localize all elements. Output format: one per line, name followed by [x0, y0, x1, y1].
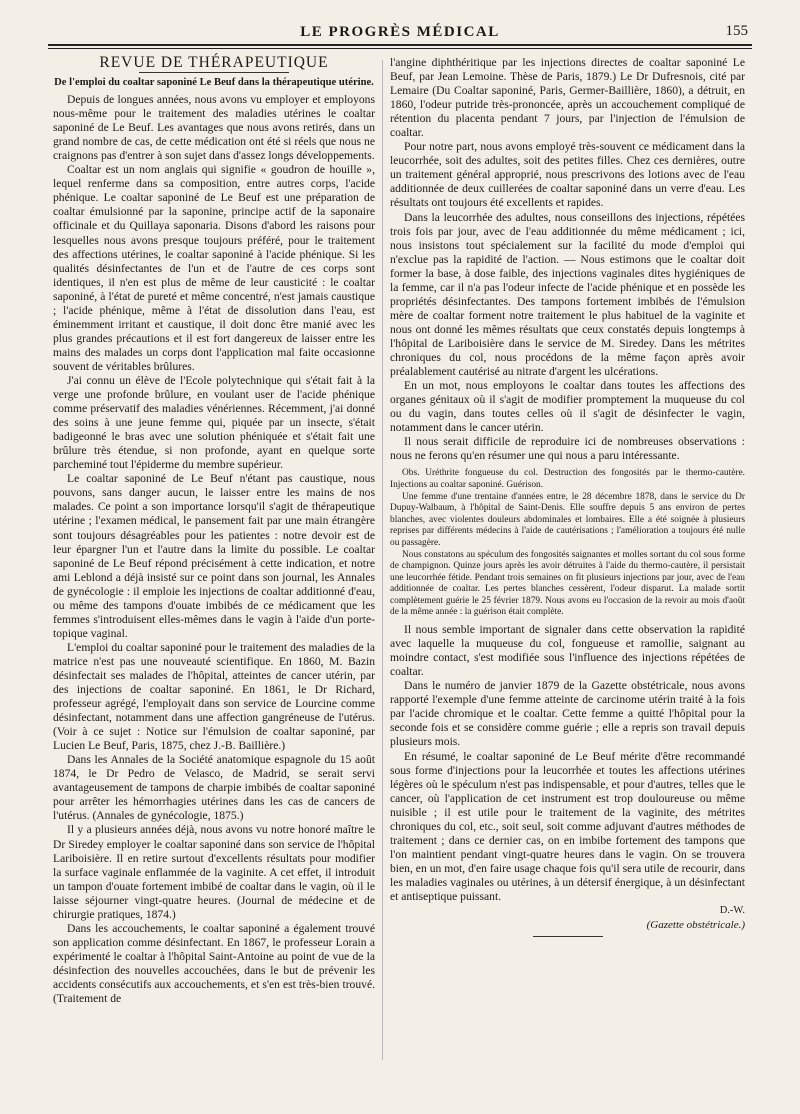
- source-citation: (Gazette obstétricale.): [646, 919, 745, 932]
- paragraph: Depuis de longues années, nous avons vu employer et employons nous-même pour le traitement des maladies utérines le coaltar saponiné de Le Beuf. Les avantages que nous avons retirés, dans un grand nombre de cas, de cette médication ont été si réels que nous ne craignons pas d'entrer à son sujet dans d'assez longs développements.: [53, 93, 375, 163]
- header-rule: [48, 44, 752, 46]
- observation-heading: Obs. Uréthrite fongueuse du col. Destruction des fongosités par le thermo-cautère. Injections au coaltar saponiné. Guérison.: [390, 468, 745, 490]
- page-header: [52, 22, 748, 44]
- observation-text: Une femme d'une trentaine d'années entre, le 28 décembre 1878, dans le service du Dr Dupuy-Walbaum, à l'hôpital de Saint-Denis. Elle souffre depuis 5 ans environ de pertes blanches, avec violentes douleurs abdominales et lombaires. Elle a été soignée à plusieurs reprises par différents médecins à l'aide de cautérisations ; l'amélioration a toujours été nulle ou passagère.: [390, 491, 745, 548]
- page-number: 155: [725, 23, 748, 39]
- paragraph: En résumé, le coaltar saponiné de Le Beuf mérite d'être recommandé sous forme d'injections pour la leucorrhée et toutes les affections utérines légères où le spéculum n'est pas indispensable, et pour d'autres, telles que le cancer, où l'application de cet instrument est trop douloureuse ou même nuisible ; il est utile pour le traitement de la vaginite, des métrites chroniques du col, etc., soit seul, soit comme adjuvant d'autres méthodes de traitement ; dans ce dernier cas, on en imbibe fortement des tampons que l'on maintient pendant vingt-quatre heures dans le vagin. On se trouvera bien, en un mot, d'en faire usage chaque fois qu'il sera utile de recourir, dans les maladies vaginales ou utérines, à un détersif énergique, à un désinfectant et antiseptique puissant.: [390, 749, 745, 903]
- paragraph: Il y a plusieurs années déjà, nous avons vu notre honoré maître le Dr Siredey employer le coaltar saponiné dans son service de l'hôpital Lariboisière. Il en retire surtout d'excellents résultats pour modifier la surface vaginale enflammée de la vaginite. A cet effet, il introduit un tampon d'ouate fortement imbibé de coaltar dans le vagin, où il le laisse séjourner vingt-quatre heures. (Journal de médecine et de chirurgie pratiques, 1874.): [53, 823, 375, 921]
- left-column: [53, 56, 375, 1006]
- paragraph: Dans la leucorrhée des adultes, nous conseillons des injections, répétées trois fois par jour, avec de l'eau additionnée du même médicament ; ici, nous insistons tout spécialement sur la facilité du mode d'emploi qui n'exclue pas la rapidité de l'action. — Nous estimons que le coaltar doit former la base, à dose faible, des injections vaginales dites hygiéniques de la femme, car il n'a pas l'odeur infecte de l'acide phénique et en possède les propriétés désinfectantes. Des tampons fortement imbibés de l'émulsion mère de coaltar forment notre traitement le plus habituel de la vaginite et nous ont donné les mêmes résultats que ceux constatés depuis longtemps à l'hôpital de Lariboisière dans le service de M. Siredey. Dans les métrites chroniques du col, nous procédons de la même façon après avoir préalablement cautérisé au nitrate d'argent les ulcérations.: [390, 210, 745, 379]
- header-rule-thin: [48, 48, 752, 49]
- observation-block: [390, 468, 745, 619]
- title-rule: [139, 72, 289, 73]
- article-subtitle: De l'emploi du coaltar saponiné Le Beuf dans la thérapeutique utérine.: [54, 77, 374, 89]
- author-signature: D.-W.: [719, 905, 745, 917]
- paragraph: Dans les Annales de la Société anatomique espagnole du 15 août 1874, le Dr Pedro de Velasco, de Madrid, se serait servi avantageusement de tampons de charpie imbibés de coaltar saponiné pour arrêter les hémorrhagies utérines dans les cas de cancers de l'utérus. (Annales de gynécologie, 1875.): [53, 753, 375, 823]
- observation-text: Nous constatons au spéculum des fongosités saignantes et molles sortant du col sous forme de champignon. Quinze jours après les avoir détruites à l'aide du thermo-cautère, il persistait une leucorrhée fétide. Pendant trois semaines on fit plusieurs injections par jour, avec de l'eau additionnée de coaltar. Les pertes blanches cessèrent, l'odeur disparut. La malade sortit complètement guérie le 25 février 1879. Nous avons eu l'occasion de la revoir au mois d'août de la même année : la guérison était complète.: [390, 549, 745, 618]
- paragraph: Le coaltar saponiné de Le Beuf n'étant pas caustique, nous pouvons, sans danger aucun, le laisser entre les mains de nos malades. Ce point a son importance lorsqu'il s'agit de thérapeutique utérine ; l'examen médical, le pansement fait par une main étrangère sont toujours désagréables pour les patientes : notre devoir est de leur épargner l'un et l'autre dans la limite du possible. Le coaltar saponiné de Le Beuf répond précisément à cette indication, et notre ami Leblond a déjà insisté sur ce point dans son journal, les Annales de gynécologie : il emploie les injections de coaltar additionné d'eau, ou même des tampons d'ouate imbibés de ce médicament que les femmes s'introduisent elles-mêmes dans le vagin à l'aide d'un porte-topique vaginal.: [53, 472, 375, 640]
- end-rule: [533, 936, 603, 937]
- paragraph: En un mot, nous employons le coaltar dans toutes les affections des organes génitaux où il s'agit de modifier promptement la muqueuse du col ou du vagin, dans toutes celles où il s'agit de désinfecter le vagin, notamment dans le cancer utérin.: [390, 379, 745, 435]
- paragraph: Coaltar est un nom anglais qui signifie « goudron de houille », lequel renferme dans sa composition, entre autres corps, l'acide phénique. Le coaltar saponiné de Le Beuf est une préparation de coaltar émulsionné par la saponine, principe actif de la saponaire officinale et du Quillaya saponaria. Disons d'abord les raisons pour lesquelles nous avons presque toujours préféré, pour le traitement des affections utérines, le coaltar saponiné à l'acide phénique. Si les qualités désinfectantes de l'un et de l'autre de ces corps sont identiques, il n'en est plus de même de leur causticité : le coaltar saponiné, à l'état de pureté et même concentré, n'est jamais caustique ; l'acide phénique, même à l'état de dissolution dans l'eau, est éminemment irritant et caustique, il doit donc être manié avec les plus grandes précautions et il est fort dangereux de laisser entre les mains des malades un corps dont l'application mal faite occasionne souvent de véritables brûlures.: [53, 163, 375, 373]
- paragraph: Il nous semble important de signaler dans cette observation la rapidité avec laquelle la muqueuse du col, fongueuse et ramollie, saignant au moindre contact, s'est modifiée sous l'influence des injections répétées de coaltar.: [390, 623, 745, 679]
- paragraph: J'ai connu un élève de l'Ecole polytechnique qui s'était fait à la verge une profonde brûlure, en voulant user de l'acide phénique comme préservatif des maladies vénériennes. Récemment, j'ai donné des soins à une jeune femme qui, piquée par un insecte, s'était badigeonné le bras avec une solution phéniquée et s'était fait une brûlure très étendue, si non profonde, ayant en quelque sorte parcheminé tout l'épiderme du membre supérieur.: [53, 373, 375, 472]
- section-title: REVUE DE THÉRAPEUTIQUE: [99, 54, 329, 71]
- column-divider: [382, 60, 383, 1060]
- paragraph: Dans les accouchements, le coaltar saponiné a également trouvé son application comme désinfectant. En 1867, le professeur Lorain a expérimenté le coaltar à l'hôpital Saint-Antoine au point de vue de la désinfection des nouvelles accouchées, dans le but de prévenir les accidents consécutifs aux accouchements, et s'en est très-bien trouvé. (Traitement de: [53, 921, 375, 1006]
- paragraph: Pour notre part, nous avons employé très-souvent ce médicament dans la leucorrhée, soit des adultes, soit des petites filles. Chez ces dernières, outre un traitement général approprié, nous prescrivons des lotions avec de l'eau additionnée de deux cuillerées de coaltar saponiné dans un verre d'eau. Les résultats ont toujours été excellents et rapides.: [390, 140, 745, 210]
- paragraph: Dans le numéro de janvier 1879 de la Gazette obstétricale, nous avons rapporté l'exemple d'une femme atteinte de carcinome utérin traité à la fois par l'acide chromique et le coaltar. Cette femme a quitté l'hôpital pour la seconde fois et se considère comme guérie ; elle a repris son travail depuis plusieurs mois.: [390, 679, 745, 749]
- paragraph: L'emploi du coaltar saponiné pour le traitement des maladies de la matrice n'est pas une nouveauté scientifique. En 1860, M. Bazin désinfectait ses malades de l'hôpital, atteintes de cancer utérin, par des injections de coaltar saponiné. En 1861, le Dr Richard, professeur agrégé, l'employait dans son service de Lourcine comme désinfectant, notamment dans une affection gangréneuse de l'utérus. (Voir à ce sujet : Notice sur l'émulsion de coaltar saponiné, par Lucien Le Beuf, Paris, 1875, chez J.-B. Baillière.): [53, 640, 375, 753]
- paragraph: Il nous serait difficile de reproduire ici de nombreuses observations : nous ne ferons qu'en résumer une qui nous a paru intéressante.: [390, 435, 745, 463]
- journal-title: LE PROGRÈS MÉDICAL: [300, 24, 500, 40]
- paragraph: l'angine diphthéritique par les injections directes de coaltar saponiné Le Beuf, par Jean Lemoine. Thèse de Paris, 1879.) Le Dr Dufresnois, cité par Lemaire (Du Coaltar saponiné, Paris, Germer-Baillière, 1860), a détruit, en 1860, l'odeur putride très-prononcée, après un accouchement compliqué de rétention du placenta pendant 7 jours, par l'injection de l'émulsion de coaltar.: [390, 56, 745, 140]
- right-column: [390, 56, 745, 937]
